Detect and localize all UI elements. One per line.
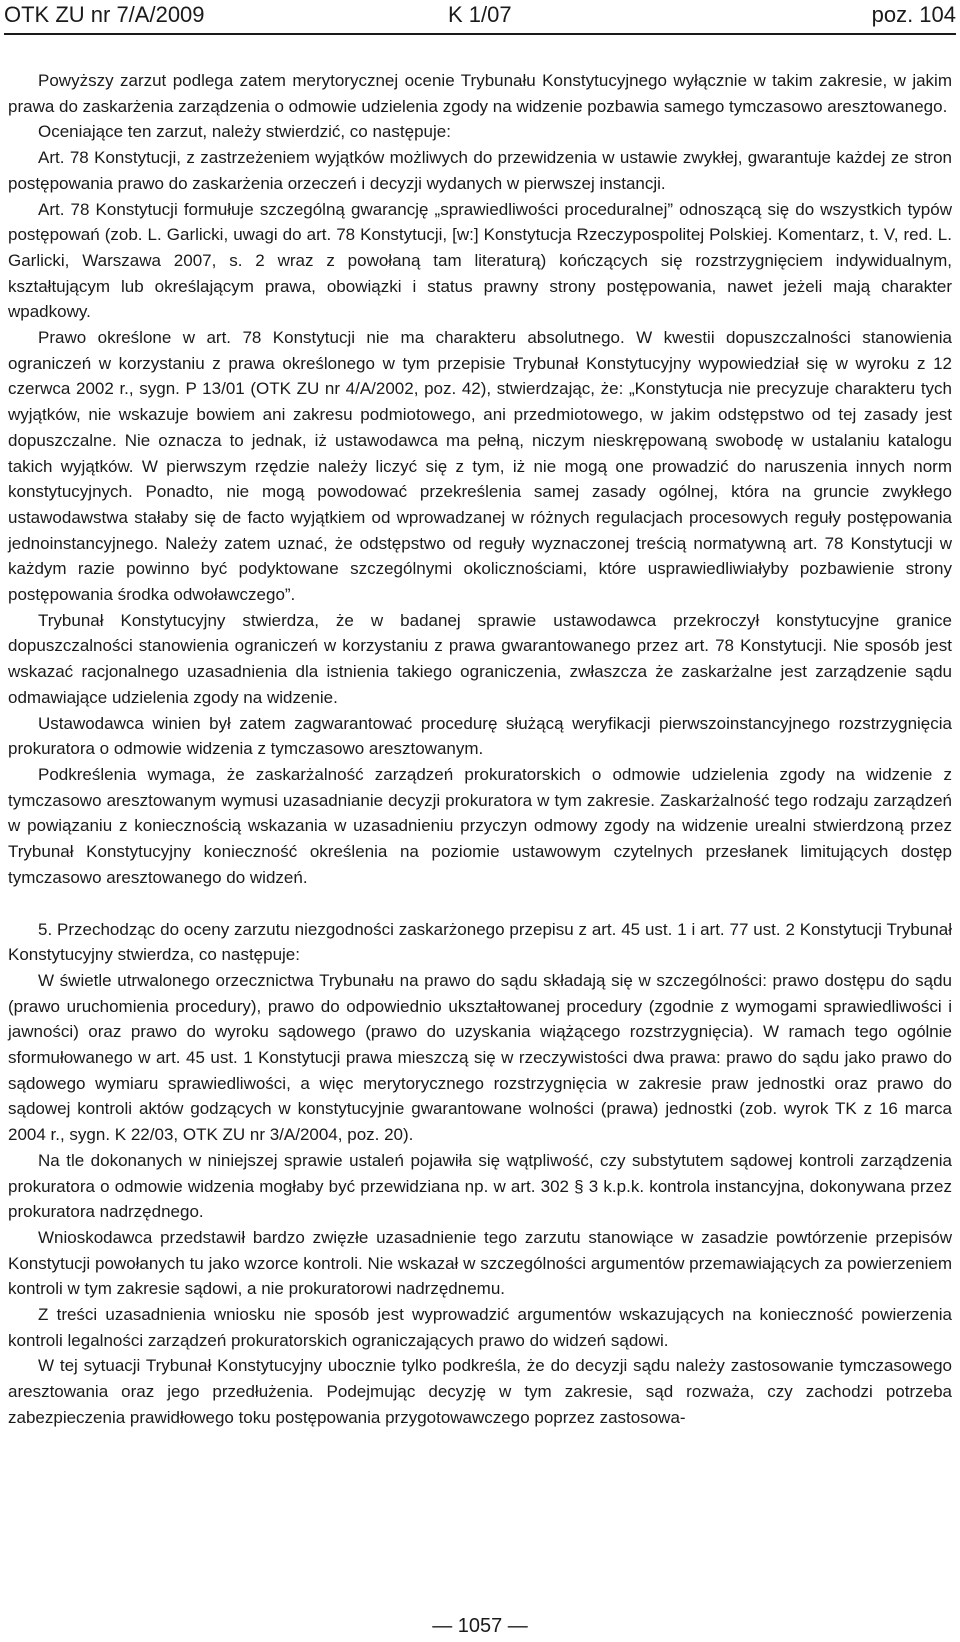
case-reference: K 1/07 (448, 2, 512, 27)
paragraph: Z treści uzasadnienia wniosku nie sposób jest wyprowadzić argumentów wskazujących na konieczność powierzenia kontroli legalności zarządzeń prokuratorskich ograniczających prawo do widzeń sądowi. (8, 1305, 952, 1350)
journal-reference: OTK ZU nr 7/A/2009 (4, 2, 205, 27)
position-number: poz. 104 (871, 2, 956, 27)
paragraph: Art. 78 Konstytucji, z zastrzeżeniem wyjątków możliwych do przewidzenia w ustawie zwykłej, gwarantuje każdej ze stron postępowania prawo do zaskarżenia orzeczeń i decyzji wydanych w pierwszej instancji. (8, 148, 952, 193)
paragraph: W tej sytuacji Trybunał Konstytucyjny ubocznie tylko podkreśla, że do decyzji sądu należy zastosowanie tymczasowego aresztowania oraz jego przedłużenia. Podejmując decyzję w tym zakresie, sąd rozważa, czy zachodzi potrzeba zabezpieczenia prawidłowego toku postępowania przygotowawczego poprzez zastosowa- (8, 1356, 952, 1427)
running-header (0, 0, 960, 32)
paragraph: Prawo określone w art. 78 Konstytucji nie ma charakteru absolutnego. W kwestii dopuszczalności stanowienia ograniczeń w korzystaniu z prawa określonego w tym przepisie Trybunał Konstytucyjny wypowiedział się w wyroku z 12 czerwca 2002 r., sygn. P 13/01 (OTK ZU nr 4/A/2002, poz. 42), stwierdzając, że: „Konstytucja nie precyzuje charakteru tych wyjątków, nie wskazuje bowiem ani zakresu podmiotowego, ani przedmiotowego, w jakim odstępstwo od tej zasady jest dopuszczalne. Nie oznacza to jednak, iż ustawodawca ma pełną, niczym nieskrępowaną swobodę w ustalaniu katalogu takich wyjątków. W pierwszym rzędzie należy liczyć się z tym, iż nie mogą one prowadzić do naruszenia innych norm konstytucyjnych. Ponadto, nie mogą powodować przekreślenia samej zasady ogólnej, która na gruncie zwykłego ustawodawstwa stałaby się de facto wyjątkiem od wprowadzanej w różnych regulacjach procesowych reguły postępowania jednoinstancyjnego. Należy zatem uznać, że odstępstwo od reguły wyznaczonej treścią normatywną art. 78 Konstytucji w każdym razie powinno być podyktowane szczególnymi okolicznościami, które usprawiedliwiałyby pozbawienie strony postępowania środka odwoławczego”. (8, 328, 952, 605)
paragraph: Na tle dokonanych w niniejszej sprawie ustaleń pojawiła się wątpliwość, czy substytutem sądowej kontroli zarządzenia prokuratora o odmowie widzenia mogłaby być przewidziana np. w art. 302 § 3 k.p.k. kontrola instancyjna, dokonywana przez prokuratora nadrzędnego. (8, 1150, 952, 1222)
paragraph: Art. 78 Konstytucji formułuje szczególną gwarancję „sprawiedliwości proceduralnej” odnoszącą się do wszystkich typów postępowań (zob. L. Garlicki, uwagi do art. 78 Konstytucji, [w:] Konstytucja Rzeczypospolitej Polskiej. Komentarz, t. V, red. L. Garlicki, Warszawa 2007, s. 2 wraz z powołaną tam literaturą) kończących się rozstrzygnięciem indywidualnym, kształtującym lub określającym prawa, obowiązki i status prawny strony postępowania, nawet jeżeli mają charakter wpadkowy. (8, 199, 952, 322)
section-5-heading: 5. Przechodząc do oceny zarzutu niezgodności zaskarżonego przepisu z art. 45 ust. 1 i art. 77 ust. 2 Konstytucji Trybunał Konstytucyjny stwierdza, co następuje: (8, 919, 952, 965)
paragraph: Oceniające ten zarzut, należy stwierdzić, co następuje: (38, 122, 451, 142)
paragraph: Trybunał Konstytucyjny stwierdza, że w badanej sprawie ustawodawca przekroczył konstytucyjne granice dopuszczalności stanowienia ograniczeń w korzystaniu z prawa gwarantowanego przez art. 78 Konstytucji. Nie sposób jest wskazać racjonalnego uzasadnienia dla istnienia takiego ograniczenia, zwłaszcza że zaskarżalne jest zarządzenie sądu odmawiające udzielenia zgody na widzenie. (8, 610, 952, 707)
page-number: — 1057 — (432, 1615, 528, 1637)
paragraph: Wnioskodawca przedstawił bardzo zwięzłe uzasadnienie tego zarzutu stanowiące w zasadzie powtórzenie przepisów Konstytucji powołanych tu jako wzorce kontroli. Nie wskazał w szczególności argumentów przemawiających za powierzeniem kontroli w tym zakresie sądowi, a nie prokuratorowi nadrzędnemu. (8, 1227, 952, 1299)
paragraph: W świetle utrwalonego orzecznictwa Trybunału na prawo do sądu składają się w szczególności: prawo dostępu do sądu (prawo uruchomienia procedury), prawo do odpowiednio ukształtowanej procedury (zgodnie z wymogami sprawiedliwości i jawności) oraz prawo do wyroku sądowego (prawo do uzyskania wiążącego rozstrzygnięcia). W ramach tego ogólnie sformułowanego w art. 45 ust. 1 Konstytucji prawa mieszczą się w rzeczywistości dwa prawa: prawo do sądu jako prawo do sądowego wymiaru sprawiedliwości, a więc merytorycznego rozstrzygnięcia w zakresie praw jednostki oraz prawo do sądowej kontroli aktów godzących w konstytucyjnie gwarantowane wolności (prawa) jednostki (zob. wyrok TK z 16 marca 2004 r., sygn. K 22/03, OTK ZU nr 3/A/2004, poz. 20). (8, 970, 952, 1145)
paragraph: Powyższy zarzut podlega zatem merytorycznej ocenie Trybunału Konstytucyjnego wyłącznie w takim zakresie, w jakim prawa do zaskarżenia zarządzenia o odmowie udzielenia zgody na widzenie pozbawia samego tymczasowo aresztowanego. (8, 71, 952, 116)
document-body (8, 68, 952, 1431)
paragraph: Podkreślenia wymaga, że zaskarżalność zarządzeń prokuratorskich o odmowie udzielenia zgody na widzenie z tymczasowo aresztowanym wymusi uzasadnianie decyzji prokuratora w tym zakresie. Zaskarżalność tego rodzaju zarządzeń w powiązaniu z koniecznością wskazania w uzasadnieniu przyczyn odmowy zgody na widzenie urealni stwierdzoną przez Trybunał Konstytucyjny konieczność określenia na poziomie ustawowym czytelnych przesłanek limitujących dostęp tymczasowo aresztowanego do widzeń. (8, 764, 952, 887)
paragraph: Ustawodawca winien był zatem zagwarantować procedurę służącą weryfikacji pierwszoinstancyjnego rozstrzygnięcia prokuratora o odmowie widzenia z tymczasowo aresztowanym. (8, 713, 952, 759)
header-rule (4, 33, 956, 35)
